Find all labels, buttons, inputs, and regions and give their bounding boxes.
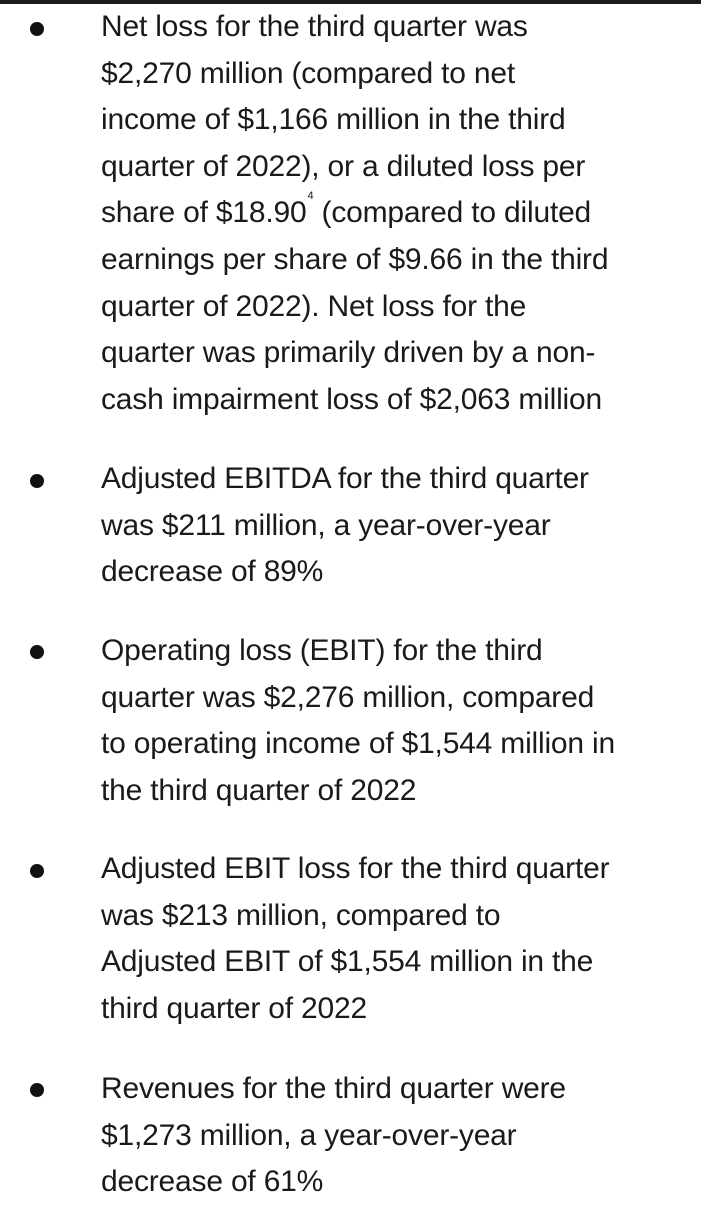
bullet-dot [30,864,44,878]
bullet-text [101,846,676,1032]
text-line: the third quarter of 2022 [101,773,417,807]
text-line: third quarter of 2022 [101,991,367,1025]
text-line: income of $1,166 million in the third [101,103,566,137]
text-line: $2,270 million (compared to net [101,56,516,90]
text-line: decrease of 61% [101,1165,324,1199]
bullet-dot [30,1083,44,1097]
bullet-dot [30,22,44,36]
bullet-dot [30,645,44,659]
text-line: Adjusted EBIT loss for the third quarter [101,852,610,885]
text-line: Operating loss (EBIT) for the third [101,634,543,667]
text-segment: share of $18.90 [101,196,307,230]
text-line: Revenues for the third quarter were [101,1072,566,1105]
text-line: Adjusted EBIT of $1,554 million in the [101,945,594,979]
text-line: was $211 million, a year-over-year [101,508,551,542]
bullet-dot [30,474,44,488]
text-line: was $213 million, compared to [101,898,501,932]
text-line: quarter of 2022), or a diluted loss per [101,149,586,183]
bullet-text [101,1066,676,1206]
text-line: cash impairment loss of $2,063 million [101,382,602,416]
text-line: $1,273 million, a year-over-year [101,1118,517,1152]
bullet-text [101,4,676,423]
bullet-text [101,456,676,596]
text-line: Adjusted EBITDA for the third quarter [101,462,589,495]
text-line [101,190,676,237]
text-line: to operating income of $1,544 million in [101,727,615,761]
bullet-text [101,628,676,814]
text-line: quarter was $2,276 million, compared [101,680,595,714]
text-line: quarter of 2022). Net loss for the [101,289,527,323]
footnote-marker: 4 [307,190,314,203]
text-line: decrease of 89% [101,555,324,589]
text-line: earnings per share of $9.66 in the third [101,242,609,276]
text-line: Net loss for the third quarter was [101,10,528,43]
text-line: quarter was primarily driven by a non- [101,336,596,370]
text-segment: (compared to diluted [313,196,592,230]
